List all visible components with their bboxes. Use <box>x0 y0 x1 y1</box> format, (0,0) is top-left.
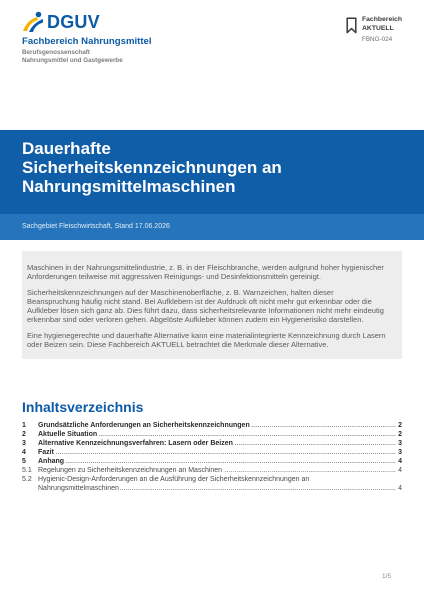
toc-entry-page: 2 <box>398 431 402 438</box>
toc-entry-number: 1 <box>22 422 26 429</box>
toc-subentry[interactable] <box>22 466 402 475</box>
toc-entry-number: 5 <box>22 458 26 465</box>
organization-line: Berufsgenossenschaft <box>22 49 90 56</box>
toc-entry-body <box>38 448 402 457</box>
toc-entry-body <box>38 439 402 448</box>
toc-entry-page: 4 <box>398 458 402 465</box>
intro-paragraph: Eine hygienegerechte und dauerhafte Alternative kann eine materialintegrierte Kennzeichnung durch Lasern oder Beizen sein. Diese Fachbereich AKTUELL betrachtet die Merkmale dieser Alternative. <box>27 331 386 349</box>
page-title-line: Sicherheitskennzeichnungen an <box>22 158 282 177</box>
toc-entry[interactable] <box>22 457 402 466</box>
page-title-line: Nahrungsmittelmaschinen <box>22 177 236 196</box>
toc-entry-page: 2 <box>398 422 402 429</box>
bookmark-icon <box>346 17 357 34</box>
subtitle-bar: Sachgebiet Fleischwirtschaft, Stand 17.06.2026 <box>0 214 424 240</box>
intro-paragraph: Sicherheitskennzeichnungen auf der Maschinenoberfläche, z. B. Warnzeichen, halten dieser Beanspruchung häufig nicht stand. Bei Aufklebern ist der Aufdruck oft nicht mehr gut erkennbar oder die Aufkleber lösen sich ganz ab. Dies führt dazu, dass sicherheitsrelevante Informationen nicht mehr eindeutig erkennbar sind oder verloren gehen. Abgelöste Aufkleber können zudem ein Hygienerisiko darstellen. <box>27 288 384 324</box>
toc-entry-title: Aktuelle Situation <box>38 431 98 438</box>
intro-box <box>22 251 402 359</box>
toc-entry[interactable] <box>22 448 402 457</box>
page-title-line: Dauerhafte <box>22 139 111 158</box>
toc-entry-number: 5.2 <box>22 476 32 483</box>
toc-entry-title: Alternative Kennzeichnungsverfahren: Lasern oder Beizen <box>38 440 233 447</box>
organization-line: Nahrungsmittel und Gastgewerbe <box>22 57 123 64</box>
series-badge-line: Fachbereich <box>362 16 403 23</box>
toc-entry-body <box>38 430 402 439</box>
toc-entry-title: Fazit <box>38 449 54 456</box>
toc-entry-page: 3 <box>398 440 402 447</box>
toc-entry-body <box>38 466 402 475</box>
series-badge <box>362 16 402 44</box>
toc-entry-title: Grundsätzliche Anforderungen an Sicherheitskennzeichnungen <box>38 422 250 429</box>
toc-entry-number: 5.1 <box>22 467 32 474</box>
toc-entry-body <box>38 475 402 493</box>
toc-entry[interactable] <box>22 439 402 448</box>
toc-entry-title: Anhang <box>38 458 65 465</box>
table-of-contents <box>22 421 402 493</box>
toc-heading: Inhaltsverzeichnis <box>22 399 144 415</box>
toc-entry-body <box>38 457 402 466</box>
organization-name <box>22 49 123 65</box>
toc-entry-body <box>38 421 402 430</box>
toc-entry-title: Regelungen zu Sicherheitskennzeichnungen an Maschinen <box>38 467 223 474</box>
toc-entry[interactable] <box>22 421 402 430</box>
toc-entry-page: 3 <box>398 449 402 456</box>
toc-entry-title: Hygienic-Design-Anforderungen an die Ausführung der Sicherheitskennzeichnungen an Nahrungsmittelmaschinen <box>38 476 310 492</box>
toc-entry-number: 3 <box>22 440 26 447</box>
title-banner <box>0 130 424 214</box>
series-badge-line: AKTUELL <box>362 24 394 32</box>
toc-entry-page: 4 <box>398 485 402 492</box>
page-indicator: 1/5 <box>381 573 391 580</box>
toc-entry-number: 4 <box>22 449 26 456</box>
department-name: Fachbereich Nahrungsmittel <box>22 36 152 47</box>
toc-entry-page: 4 <box>398 467 402 474</box>
dguv-logo-icon <box>21 11 45 33</box>
toc-entry[interactable] <box>22 430 402 439</box>
toc-entry-number: 2 <box>22 431 26 438</box>
document-id: FBNG-024 <box>362 36 393 43</box>
logo-wordmark: DGUV <box>47 12 100 32</box>
intro-paragraph: Maschinen in der Nahrungsmittelindustrie, z. B. in der Fleischbranche, werden aufgrund hoher hygienischer Anforderungen teilweise mit aggressiven Reinigungs- und Desinfektionsmitteln gereinigt. <box>27 263 384 281</box>
toc-subentry[interactable] <box>22 475 402 493</box>
